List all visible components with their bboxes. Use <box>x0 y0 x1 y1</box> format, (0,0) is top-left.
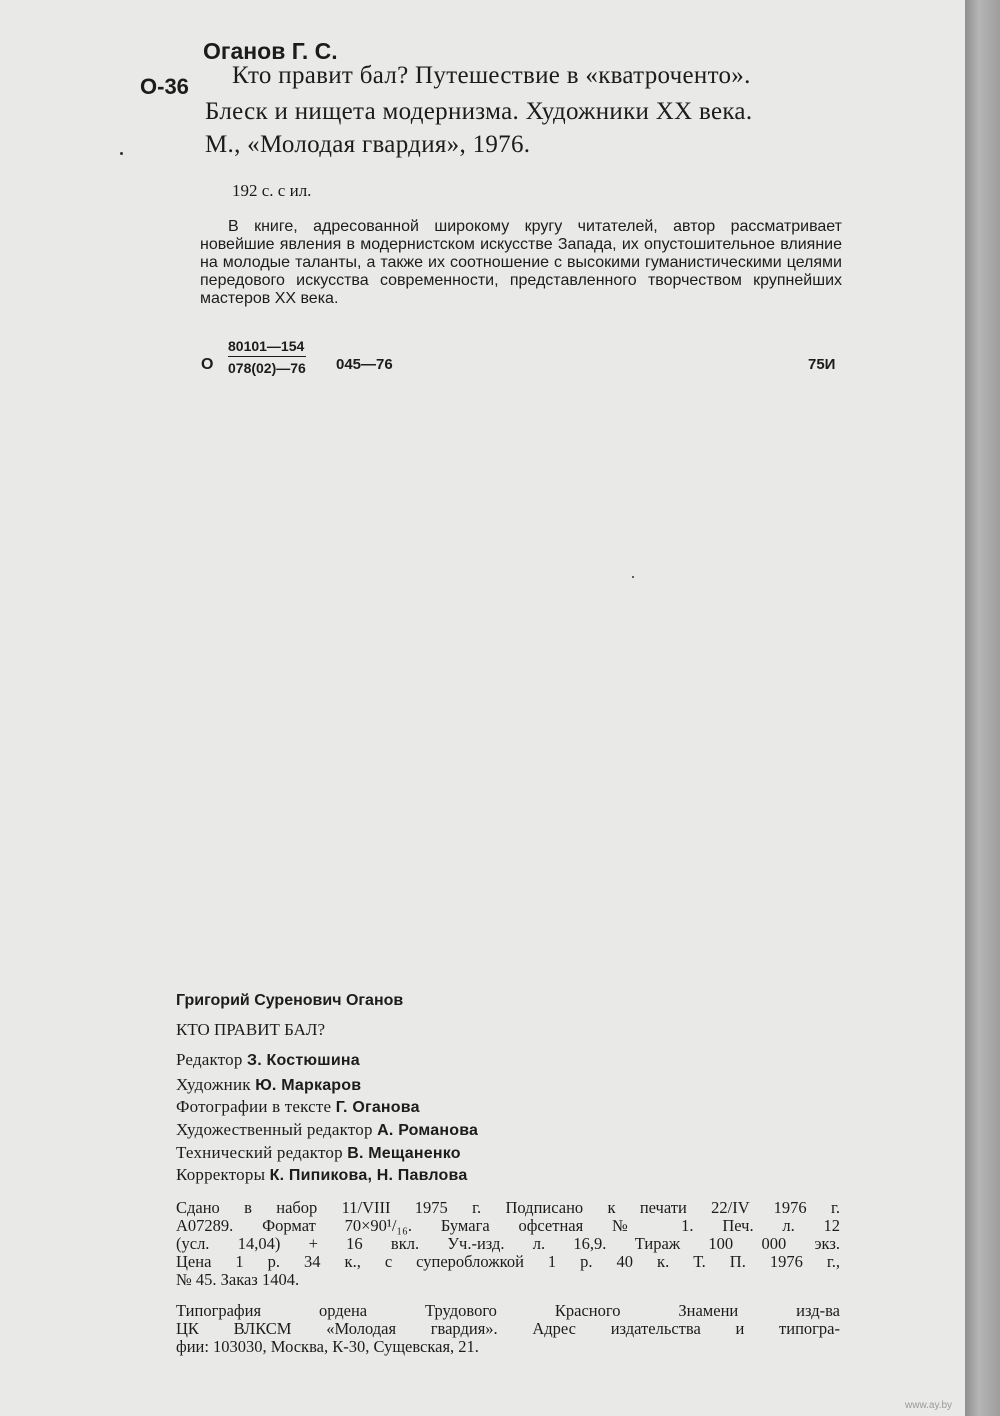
printing-house-line: ЦК ВЛКСМ «Молодая гвардия». Адрес издательства и типогра- <box>176 1319 840 1338</box>
credit-name: Г. Оганова <box>335 1099 420 1116</box>
credit-art-editor <box>176 1120 478 1140</box>
print-info-line: № 45. Заказ 1404. <box>176 1270 300 1289</box>
credit-role: Технический редактор <box>176 1143 343 1162</box>
abstract <box>200 218 842 308</box>
page-edge <box>965 0 1000 1416</box>
credit-tech-editor <box>176 1143 461 1163</box>
credit-role: Художественный редактор <box>176 1120 373 1139</box>
credit-proofreaders <box>176 1165 467 1185</box>
index-prefix: О <box>201 356 214 373</box>
credit-role: Художник <box>176 1075 251 1094</box>
title-line-3: М., «Молодая гвардия», 1976. <box>205 131 531 158</box>
watermark: www.ay.by <box>905 1400 953 1411</box>
print-info-line: А07289. Формат 70×90¹/₁₆. Бумага офсетная № 1. Печ. л. 12 <box>176 1216 840 1235</box>
index-fraction <box>228 338 306 376</box>
class-code: 75И <box>808 356 836 373</box>
page-count: 192 с. с ил. <box>232 181 312 200</box>
credit-editor <box>176 1050 360 1070</box>
abstract-text: В книге, адресованной широкому кругу читателей, автор рассматривает новейшие явления в модернистском искусстве Запада, их опустошительное влияние на молодые таланты, а также их соотношение с высокими гуманистическими целями передового искусства современности, представленного творчеством крупнейших мастеров XX века. <box>200 218 842 307</box>
credit-name: З. Костюшина <box>247 1052 360 1069</box>
index-suffix: 045—76 <box>336 356 393 373</box>
print-info-line: (усл. 14,04) + 16 вкл. Уч.-изд. л. 16,9. Тираж 100 000 экз. <box>176 1234 840 1253</box>
index-numerator: 80101—154 <box>228 338 306 357</box>
print-info-line: Цена 1 р. 34 к., с суперобложкой 1 р. 40 к. Т. П. 1976 г., <box>176 1252 840 1271</box>
catalog-code: О-36 <box>140 74 189 99</box>
credit-artist <box>176 1075 361 1095</box>
printing-house-line: Типография ордена Трудового Красного Знамени изд-ва <box>176 1301 840 1320</box>
title-line-2: Блеск и нищета модернизма. Художники XX века. <box>205 98 753 125</box>
printing-house <box>176 1302 840 1356</box>
author-name: Оганов Г. С. <box>203 38 338 64</box>
book-title: КТО ПРАВИТ БАЛ? <box>176 1020 325 1039</box>
author-full-name: Григорий Суренович Оганов <box>176 992 404 1009</box>
credit-name: А. Романова <box>377 1122 479 1139</box>
credit-role: Редактор <box>176 1050 243 1069</box>
credit-name: К. Пипикова, Н. Павлова <box>269 1167 468 1184</box>
credit-role: Фотографии в тексте <box>176 1097 332 1116</box>
credit-name: В. Мещаненко <box>347 1145 461 1162</box>
printing-house-line: фии: 103030, Москва, К-30, Сущевская, 21. <box>176 1337 479 1356</box>
print-info <box>176 1199 840 1289</box>
index-denominator: 078(02)—76 <box>228 360 306 376</box>
credit-name: Ю. Маркаров <box>255 1077 362 1094</box>
print-info-line: Сдано в набор 11/VIII 1975 г. Подписано к печати 22/IV 1976 г. <box>176 1198 840 1217</box>
title-line-1: Кто правит бал? Путешествие в «кватроченто». <box>232 62 751 89</box>
credit-photos <box>176 1097 420 1117</box>
speck <box>632 576 634 578</box>
speck <box>120 152 123 155</box>
credit-role: Корректоры <box>176 1165 266 1184</box>
